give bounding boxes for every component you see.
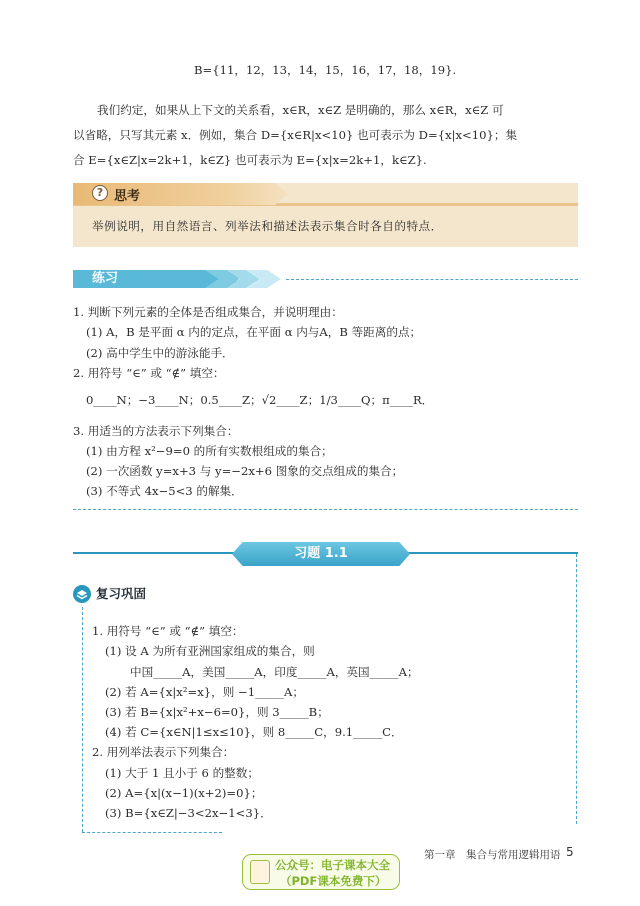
watermark-line-2: （PDF课本免费下） — [280, 874, 387, 888]
problem-item: 中国_____A，美国_____A，印度_____A，英国_____A； — [130, 665, 419, 679]
problem-item: (2) A={x|(x−1)(x+2)=0}； — [105, 786, 263, 800]
problem-item: (1) 大于 1 且小于 6 的整数； — [105, 766, 259, 780]
think-text: 举例说明，用自然语言、列举法和描述法表示集合时各自的特点． — [92, 219, 443, 233]
problem-item: (3) 若 B={x|x²+x−6=0}，则 3_____B； — [105, 705, 329, 719]
think-title: 思考 — [114, 189, 141, 204]
exercise-item: (1) A，B 是平面 α 内的定点，在平面 α 内与A，B 等距离的点； — [86, 325, 422, 339]
page-number: 5 — [566, 845, 574, 859]
exercise-item: 0____N；−3____N；0.5____Z；√2____Z；1/3____Q；π____R． — [86, 393, 434, 407]
exercise-end-dashed-line — [73, 509, 578, 510]
problem-item: (3) B={x∈Z|−3<2x−1<3}． — [105, 806, 272, 820]
exercise-dashed-line — [286, 279, 578, 280]
watermark-line-1: 公众号：电子课本大全 — [275, 858, 390, 872]
stack-icon — [73, 585, 91, 603]
problems-right-border — [576, 554, 577, 824]
exercise-title: 练习 — [92, 271, 119, 286]
problems-title: 习题 1.1 — [294, 546, 348, 561]
book-icon — [250, 860, 270, 884]
exercise-item: 3. 用适当的方法表示下列集合： — [73, 424, 239, 438]
problem-item: (1) 设 A 为所有亚洲国家组成的集合，则 — [105, 644, 315, 658]
convention-line-1: 我们约定，如果从上下文的关系看，x∈R，x∈Z 是明确的，那么 x∈R，x∈Z 可 — [97, 103, 504, 117]
review-title: 复习巩固 — [96, 586, 147, 601]
exercise-item: (1) 由方程 x²−9=0 的所有实数根组成的集合； — [86, 444, 333, 458]
set-b-definition: B={11，12，13，14，15，16，17，18，19}. — [194, 63, 457, 77]
chapter-footer: 第一章 集合与常用逻辑用语 — [424, 849, 561, 861]
question-icon: ? — [92, 185, 108, 201]
problem-item: 2. 用列举法表示下列集合： — [92, 745, 235, 759]
problem-item: 1. 用符号 “∈” 或 “∉” 填空： — [92, 624, 244, 638]
exercise-item: 2. 用符号 “∈” 或 “∉” 填空： — [73, 366, 225, 380]
problem-item: (4) 若 C={x∈N|1≤x≤10}，则 8_____C，9.1_____C． — [105, 725, 403, 739]
problems-left-border — [82, 607, 83, 832]
convention-line-3: 合 E={x∈Z|x=2k+1，k∈Z} 也可表示为 E={x|x=2k+1，k∈Z}. — [73, 153, 427, 167]
convention-line-2: 以省略，只写其元素 x．例如，集合 D={x∈R|x<10} 也可表示为 D={x|x<10}；集 — [73, 128, 518, 142]
problem-item: (2) 若 A={x|x²=x}，则 −1_____A； — [105, 685, 305, 699]
problems-bottom-border — [82, 832, 222, 833]
exercise-item: (2) 一次函数 y=x+3 与 y=−2x+6 图象的交点组成的集合； — [86, 464, 404, 478]
exercise-item: 1. 判断下列元素的全体是否组成集合，并说明理由： — [73, 305, 343, 319]
exercise-item: (2) 高中学生中的游泳能手． — [86, 346, 234, 360]
exercise-item: (3) 不等式 4x−5<3 的解集． — [86, 484, 243, 498]
